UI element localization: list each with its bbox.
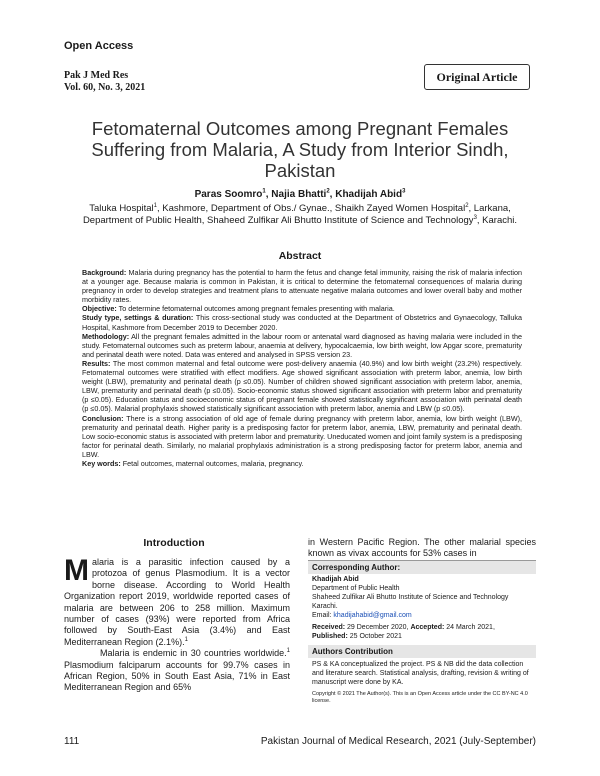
- affil-part-1: Taluka Hospital: [89, 203, 154, 214]
- study-label: Study type, settings & duration:: [82, 313, 194, 323]
- abstract-body: [82, 268, 522, 468]
- abstract-results: [82, 359, 522, 414]
- intro-p2b-text: Plasmodium falciparum accounts for 99.7% cases in African Region, 50% in South East Asia, 71% in East Mediterranean Region and 65%: [64, 659, 290, 693]
- contribution-heading: Authors Contribution: [308, 645, 536, 658]
- background-label: Background:: [82, 268, 127, 277]
- author-2-sup: 2: [326, 188, 330, 195]
- intro-p1-text: alaria is a parasitic infection caused by a protozoa of genus Plasmodium. It is a vector borne disease. According to World Health Organization report 2019, worldwide reported cases of malaria are between 206 to 258 million. Maximum number of cases (93%) were reported from Africa followed by South-East Asia (3.4%) and East Mediterranean Region (2.1%).: [64, 557, 290, 647]
- journal-citation: [64, 70, 145, 94]
- page-number: 111: [64, 736, 80, 747]
- email-link[interactable]: khadijahabid@gmail.com: [333, 612, 412, 619]
- corr-inst: Shaheed Zulfikar Ali Bhutto Institute of Science and Technology: [312, 594, 509, 601]
- conclusion-label: Conclusion:: [82, 413, 124, 423]
- abstract-keywords: [82, 459, 522, 468]
- abstract-conclusion: [82, 414, 522, 459]
- corr-name: Khadijah Abid: [312, 576, 359, 583]
- contribution-text: PS & KA conceptualized the project. PS & NB did the data collection and literature search. Statistical analysis, drafting, revision & writing of manuscript were done by KA.: [312, 661, 529, 686]
- journal-volume: Vol. 60, No. 3, 2021: [64, 82, 146, 93]
- author-1-sup: 1: [262, 188, 266, 195]
- keywords-label: Key words:: [82, 458, 121, 468]
- accepted-date: 24 March 2021,: [444, 624, 495, 631]
- intro-paragraph-1: [64, 554, 290, 648]
- affil-sup-2: 2: [465, 202, 469, 209]
- study-text: This cross-sectional study was conducted at the Department of Obstetrics and Gynaecology, Talluka Hospital, Kashmore from December 2019 to December 2020.: [82, 313, 522, 332]
- author-3-sup: 3: [402, 188, 406, 195]
- author-3: Khadijah Abid: [335, 189, 403, 200]
- correspondence-details: [308, 574, 536, 642]
- copyright-note: Copyright © 2021 The Author(s). This is an Open Access article under the CC BY-NC 4.0 license.: [312, 691, 528, 704]
- abstract-objective: [82, 304, 522, 313]
- introduction-heading: Introduction: [143, 537, 205, 549]
- corr-published: [312, 632, 532, 641]
- intro-p2-sup: 1: [286, 648, 290, 655]
- corr-dates: [312, 623, 532, 632]
- methods-label: Methodology:: [82, 331, 130, 341]
- affil-part-3: , Larkana, Department of Public Health, Shaheed Zulfikar Ali Bhutto Institute of Science and Technology: [82, 203, 511, 226]
- email-label: Email:: [312, 612, 334, 619]
- author-1: Paras Soomro: [194, 189, 263, 200]
- affiliations: [80, 203, 520, 227]
- received-label: Received:: [312, 624, 346, 631]
- introduction-right-column: in Western Pacific Region. The other malarial species known as vivax accounts for 53% cases in: [308, 537, 536, 559]
- paper-title: Fetomaternal Outcomes among Pregnant Females Suffering from Malaria, A Study from Interior Sindh, Pakistan: [91, 118, 509, 181]
- corr-city: Karachi.: [312, 603, 338, 610]
- objective-label: Objective:: [82, 304, 117, 314]
- conclusion-text: There is a strong association of old age of female during pregnancy with preterm labor, anemia, low birth weight (LBW), prematurity and perinatal death. Higher parity is a predisposing factor for preterm labor, anemia, LBW, prematurity and perinatal death. Low socio-economic status is associated with preterm labor and prematurity. Uneducated women and joint family system is a predisposing factor for perinatal death. Similarly, no malarial prophylaxis administration is a strong predisposing factor for preterm labor, anemia and LBW.: [82, 413, 522, 459]
- affil-part-4: , Karachi.: [476, 215, 518, 226]
- background-text: Malaria during pregnancy has the potential to harm the fetus and change fetal immunity, raising the risk of malaria infection at a younger age. Because malaria is common in Pakistan, it is critical to determine the fetomaternal consequences of malaria during pregnancy in order to develop strategies and treatment plans to attenuate negative malaria outcomes and lower overall baby and mother morbidity rates.: [82, 268, 522, 305]
- dropcap: M: [64, 554, 89, 587]
- methods-text: All the pregnant females admitted in the labour room or antenatal ward diagnosed as having malaria were included in the study. Fetomaternal outcomes such as preterm labour, anaemia at delivery, hypocalcaemia, low birth weight, low Apgar score, prematurity and perinatal death were noted. Data was entered and analysed in SPSS version 23.: [82, 331, 522, 359]
- keywords-text: Fetal outcomes, maternal outcomes, malaria, pregnancy.: [120, 458, 304, 468]
- intro-p2a-text: Malaria is endemic in 30 countries worldwide.: [100, 648, 287, 659]
- correspondence-heading: Corresponding Author:: [308, 561, 536, 574]
- author-2: Najia Bhatti: [271, 189, 327, 200]
- received-date: 29 December 2020,: [345, 624, 411, 631]
- open-access-label: Open Access: [64, 40, 134, 52]
- abstract-background: [82, 268, 522, 304]
- results-label: Results:: [82, 358, 111, 368]
- intro-p1-sup: 1: [184, 636, 188, 643]
- abstract-study: [82, 313, 522, 331]
- corr-dept: Department of Public Health: [312, 585, 400, 592]
- corr-email-line: [312, 611, 532, 620]
- abstract-heading: Abstract: [278, 250, 322, 262]
- affil-sup-1: 1: [153, 202, 157, 209]
- article-type-badge: Original Article: [424, 64, 530, 90]
- results-text: The most common maternal and fetal outcome were post-delivery anaemia (40.9%) and low birth weight (23.2%) respectively. Fetomaternal outcomes were stratified with effect modifiers. Age showed significant association with preterm labor, anemia, low birth weight (LBW), prematurity and perinatal death (p ≤0.05). Number of children showed significant association with preterm labor, anemia, LBW, prematurity and perinatal death (p ≤0.05). Socio-economic status showed significant association with preterm labor and prematurity (p ≤0.05). Education status and socioeconomic status of pregnant female showed statistically significant association with perinatal death (p ≤0.05). Malarial prophylaxis showed statistically significant association with preterm labor, anemia and LBW (p ≤0.05).: [82, 358, 522, 414]
- published-label: Published:: [312, 633, 348, 640]
- objective-text: To determine fetomaternal outcomes among pregnant females presenting with malaria.: [116, 304, 395, 314]
- accepted-label: Accepted:: [410, 624, 445, 631]
- journal-short-name: Pak J Med Res: [64, 70, 129, 81]
- author-list: Paras Soomro$^1$, Najia Bhatti$^2$, Khadijah Abid$^3$: [194, 188, 406, 200]
- abstract-methods: [82, 332, 522, 359]
- affil-sup-3: 3: [473, 214, 477, 221]
- intro-paragraph-2: [64, 648, 290, 694]
- affil-part-2: , Kashmore, Department of Obs./ Gynae., Shaikh Zayed Women Hospital: [156, 203, 466, 214]
- footer-journal: Pakistan Journal of Medical Research, 2021 (July-September): [260, 736, 536, 747]
- introduction-left-column: [64, 554, 290, 694]
- published-date: 25 October 2021: [347, 633, 402, 640]
- correspondence-box: [308, 560, 536, 707]
